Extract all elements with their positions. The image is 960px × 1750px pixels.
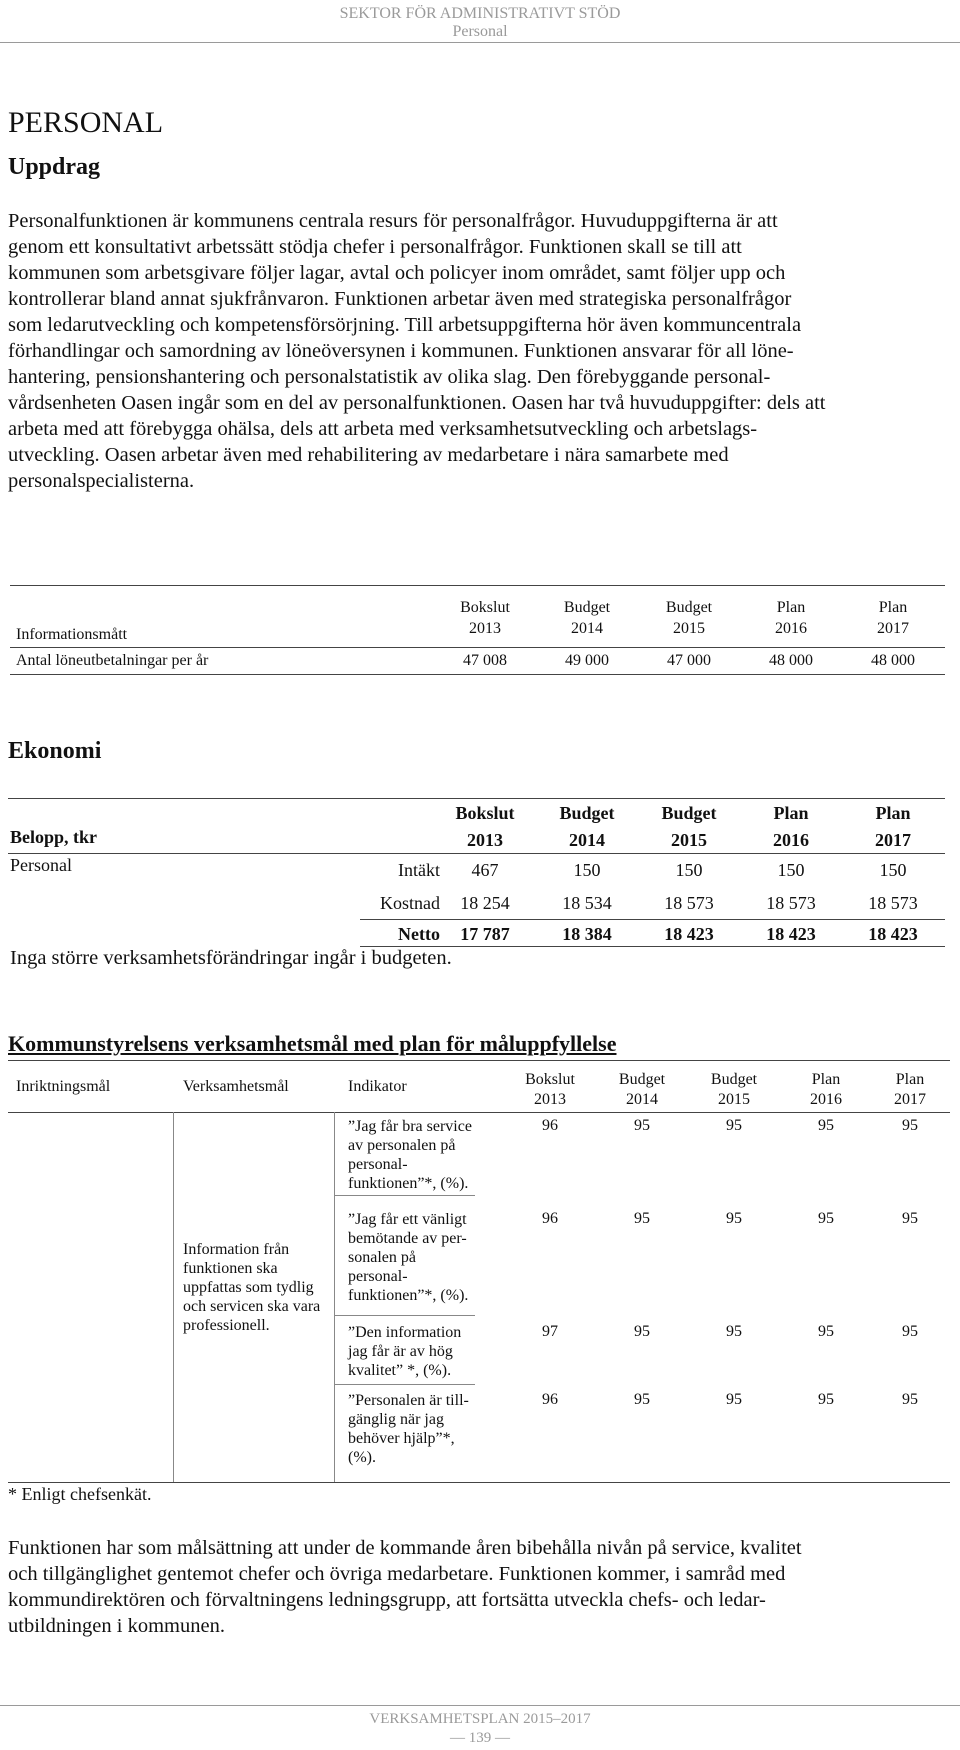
- uppdrag-line: personalspecialisterna.: [8, 470, 195, 492]
- goals-value: 95: [726, 1391, 742, 1408]
- goals-col-3: [786, 1070, 866, 1110]
- info-col-top: Budget: [563, 599, 611, 616]
- ekonomi-rule-head: [8, 853, 945, 854]
- goals-value: 95: [818, 1117, 834, 1134]
- header-rule: [0, 42, 960, 43]
- uppdrag-paragraph: [8, 208, 948, 494]
- goals-value: 95: [726, 1117, 742, 1134]
- goals-col-0: [510, 1070, 590, 1110]
- goals-value: 95: [634, 1323, 650, 1340]
- ekonomi-note: Inga större verksamhetsförändringar ingår i budgeten.: [10, 947, 452, 969]
- ekonomi-value: 18 254: [460, 893, 510, 913]
- header-sub: Personal: [452, 23, 508, 40]
- closing-line: kommundirektören och förvaltningens ledningsgrupp, att fortsätta utveckla chefs- och ledar-: [8, 1589, 766, 1611]
- goals-col-year: 2014: [626, 1091, 658, 1108]
- info-col-top: Plan: [878, 599, 908, 616]
- goals-value: 96: [542, 1210, 558, 1227]
- ekonomi-col-year: 2014: [569, 830, 605, 850]
- goals-vline-2: [334, 1112, 335, 1482]
- goals-col-top: Bokslut: [525, 1071, 575, 1088]
- ekonomi-value: 150: [675, 860, 703, 880]
- goals-value: 95: [818, 1210, 834, 1227]
- goals-indicator: ”Personalen är till-gänglig när jag behöver hjälp”*, (%).: [348, 1392, 469, 1466]
- closing-paragraph: [8, 1535, 948, 1639]
- goals-verksamhetsmal: Information från funktionen ska uppfattas som tydlig och servicen ska vara professionell.: [183, 1241, 321, 1334]
- uppdrag-line: vårdsenheten Oasen ingår som en del av personalfunktionen. Oasen har två huvuduppgifter: dels att: [8, 392, 826, 414]
- closing-line: utbildningen i kommunen.: [8, 1615, 225, 1637]
- footer-page: — 139 —: [450, 1730, 510, 1746]
- ekonomi-value: 18 384: [562, 924, 612, 944]
- goals-value: 95: [634, 1391, 650, 1408]
- goals-col-top: Plan: [895, 1071, 925, 1088]
- info-col-0: [440, 597, 530, 639]
- ekonomi-value: 18 573: [664, 893, 714, 913]
- info-col-year: 2013: [469, 620, 501, 637]
- info-value: 49 000: [565, 652, 609, 669]
- closing-line: Funktionen har som målsättning att under de kommande åren bibehålla nivån på service, kvalitet: [8, 1537, 802, 1559]
- goals-vline-1: [173, 1112, 174, 1482]
- footer-plan: VERKSAMHETSPLAN 2015–2017: [369, 1711, 591, 1727]
- ekonomi-row-label: Netto: [398, 924, 440, 944]
- ekonomi-value: 18 423: [664, 924, 714, 944]
- goals-col-2: [694, 1070, 774, 1110]
- uppdrag-heading: Uppdrag: [8, 154, 101, 180]
- goals-value: 96: [542, 1117, 558, 1134]
- ekonomi-value: 17 787: [460, 924, 510, 944]
- goals-col-top: Plan: [811, 1071, 841, 1088]
- ekonomi-value: 18 573: [766, 893, 816, 913]
- info-row-label: Antal löneutbetalningar per år: [16, 652, 209, 669]
- ekonomi-value: 18 534: [562, 893, 612, 913]
- goals-col-year: 2017: [894, 1091, 926, 1108]
- info-col-2: [644, 597, 734, 639]
- info-col-year: 2017: [877, 620, 909, 637]
- page-number: 139: [468, 1730, 492, 1746]
- ekonomi-value: 150: [879, 860, 907, 880]
- ekonomi-col-year: 2013: [467, 830, 503, 850]
- ekonomi-rule-top: [8, 798, 945, 799]
- info-table-rule-mid: [10, 647, 945, 648]
- goals-hline-2: [335, 1315, 475, 1316]
- goals-col-indikator: Indikator: [348, 1078, 407, 1095]
- info-table-rule-top: [10, 585, 945, 586]
- goals-value: 95: [726, 1323, 742, 1340]
- uppdrag-line: Personalfunktionen är kommunens centrala resurs för personalfrågor. Huvuduppgifterna är att: [8, 210, 778, 232]
- info-col-1: [542, 597, 632, 639]
- goals-value: 95: [902, 1210, 918, 1227]
- ekonomi-row-label: Intäkt: [398, 860, 440, 880]
- footer-rule: [0, 1705, 960, 1706]
- info-value: 47 000: [667, 652, 711, 669]
- info-col-3: [746, 597, 836, 639]
- info-col-top: Bokslut: [460, 599, 510, 616]
- goals-value: 95: [818, 1323, 834, 1340]
- uppdrag-line: kontrollerar bland annat sjukfrånvaron. Funktionen arbetar även med strategiska personalfrågor: [8, 288, 792, 310]
- goals-col-year: 2015: [718, 1091, 750, 1108]
- uppdrag-line: genom ett konsultativt arbetssätt stödja chefer i personalfrågor. Funktionen skall se till att: [8, 236, 742, 258]
- uppdrag-line: utveckling. Oasen arbetar även med rehabilitering av medarbetare i nära samarbete med: [8, 444, 729, 466]
- ekonomi-col-top: Budget: [559, 803, 615, 823]
- goals-value: 95: [902, 1117, 918, 1134]
- goals-hline-1: [335, 1195, 475, 1196]
- goals-col-4: [870, 1070, 950, 1110]
- goals-col-year: 2016: [810, 1091, 842, 1108]
- info-col-year: 2016: [775, 620, 807, 637]
- goals-value: 97: [542, 1323, 558, 1340]
- ekonomi-belopp-label: Belopp, tkr: [10, 827, 98, 847]
- info-col-top: Budget: [665, 599, 713, 616]
- uppdrag-line: förhandlingar och samordning av löneöversynen i kommunen. Funktionen ansvarar för all löne-: [8, 340, 794, 362]
- ekonomi-col-4: [848, 800, 938, 854]
- ekonomi-col-top: Bokslut: [455, 803, 515, 823]
- goals-hline-3: [335, 1384, 475, 1385]
- ekonomi-col-year: 2017: [875, 830, 911, 850]
- goals-value: 95: [902, 1323, 918, 1340]
- uppdrag-line: arbeta med att förebygga ohälsa, dels att arbeta med verksamhetsutveckling och arbetslags-: [8, 418, 758, 440]
- info-value: 47 008: [463, 652, 507, 669]
- goals-value: 95: [902, 1391, 918, 1408]
- goals-col-inriktning: Inriktningsmål: [16, 1078, 111, 1095]
- goals-col-1: [602, 1070, 682, 1110]
- goals-value: 95: [818, 1391, 834, 1408]
- goals-heading: Kommunstyrelsens verksamhetsmål med plan för måluppfyllelse: [8, 1031, 617, 1056]
- info-col-4: [848, 597, 938, 639]
- goals-rule-top: [8, 1060, 950, 1061]
- info-col-year: 2014: [571, 620, 603, 637]
- info-col-year: 2015: [673, 620, 705, 637]
- info-table-rule-bottom: [10, 674, 945, 675]
- uppdrag-line: hantering, pensionshantering och personalstatistik av olika slag. Den förebyggande personal-: [8, 366, 771, 388]
- uppdrag-line: kommunen som arbetsgivare följer lagar, avtal och policyer inom området, samt följer upp och: [8, 262, 786, 284]
- closing-line: och tillgänglighet gentemot chefer och övriga medarbetare. Funktionen kommer, i samråd med: [8, 1563, 786, 1585]
- ekonomi-col-top: Budget: [661, 803, 717, 823]
- info-value: 48 000: [769, 652, 813, 669]
- info-col-top: Plan: [776, 599, 806, 616]
- goals-col-year: 2013: [534, 1091, 566, 1108]
- goals-rule-bottom: [8, 1482, 950, 1483]
- ekonomi-rule-netto: [360, 919, 945, 920]
- header-org: SEKTOR FÖR ADMINISTRATIVT STÖD: [339, 5, 621, 22]
- ekonomi-col-year: 2015: [671, 830, 707, 850]
- ekonomi-value: 18 423: [868, 924, 918, 944]
- goals-indicator: ”Jag får ett vänligt bemötande av per-sonalen på personal-funktionen”*, (%).: [348, 1211, 469, 1304]
- ekonomi-col-3: [746, 800, 836, 854]
- goals-col-top: Budget: [618, 1071, 666, 1088]
- goals-indicator: ”Jag får bra service av personalen på personal-funktionen”*, (%).: [348, 1118, 472, 1192]
- goals-footnote: * Enligt chefsenkät.: [8, 1484, 152, 1504]
- ekonomi-value: 18 573: [868, 893, 918, 913]
- ekonomi-row-label: Kostnad: [380, 893, 440, 913]
- ekonomi-col-0: [440, 800, 530, 854]
- ekonomi-col-2: [644, 800, 734, 854]
- ekonomi-col-1: [542, 800, 632, 854]
- ekonomi-col-year: 2016: [773, 830, 809, 850]
- ekonomi-value: 467: [471, 860, 499, 880]
- goals-rule-head: [8, 1112, 950, 1113]
- ekonomi-value: 18 423: [766, 924, 816, 944]
- ekonomi-value: 150: [777, 860, 805, 880]
- page-title: PERSONAL: [8, 106, 164, 139]
- info-label: Informationsmått: [16, 626, 128, 643]
- goals-indicator: ”Den information jag får är av hög kvalitet” *, (%).: [348, 1324, 462, 1379]
- ekonomi-col-top: Plan: [773, 803, 809, 823]
- ekonomi-col-top: Plan: [875, 803, 911, 823]
- goals-value: 95: [726, 1210, 742, 1227]
- goals-value: 95: [634, 1117, 650, 1134]
- uppdrag-line: som ledarutveckling och kompetensförsörjning. Till arbetsuppgifterna hör även kommuncentrala: [8, 314, 802, 336]
- goals-col-verksamhet: Verksamhetsmål: [183, 1078, 289, 1095]
- ekonomi-value: 150: [573, 860, 601, 880]
- goals-value: 95: [634, 1210, 650, 1227]
- ekonomi-heading: Ekonomi: [8, 738, 102, 764]
- goals-value: 96: [542, 1391, 558, 1408]
- goals-col-top: Budget: [710, 1071, 758, 1088]
- info-value: 48 000: [871, 652, 915, 669]
- ekonomi-group-label: Personal: [10, 855, 72, 875]
